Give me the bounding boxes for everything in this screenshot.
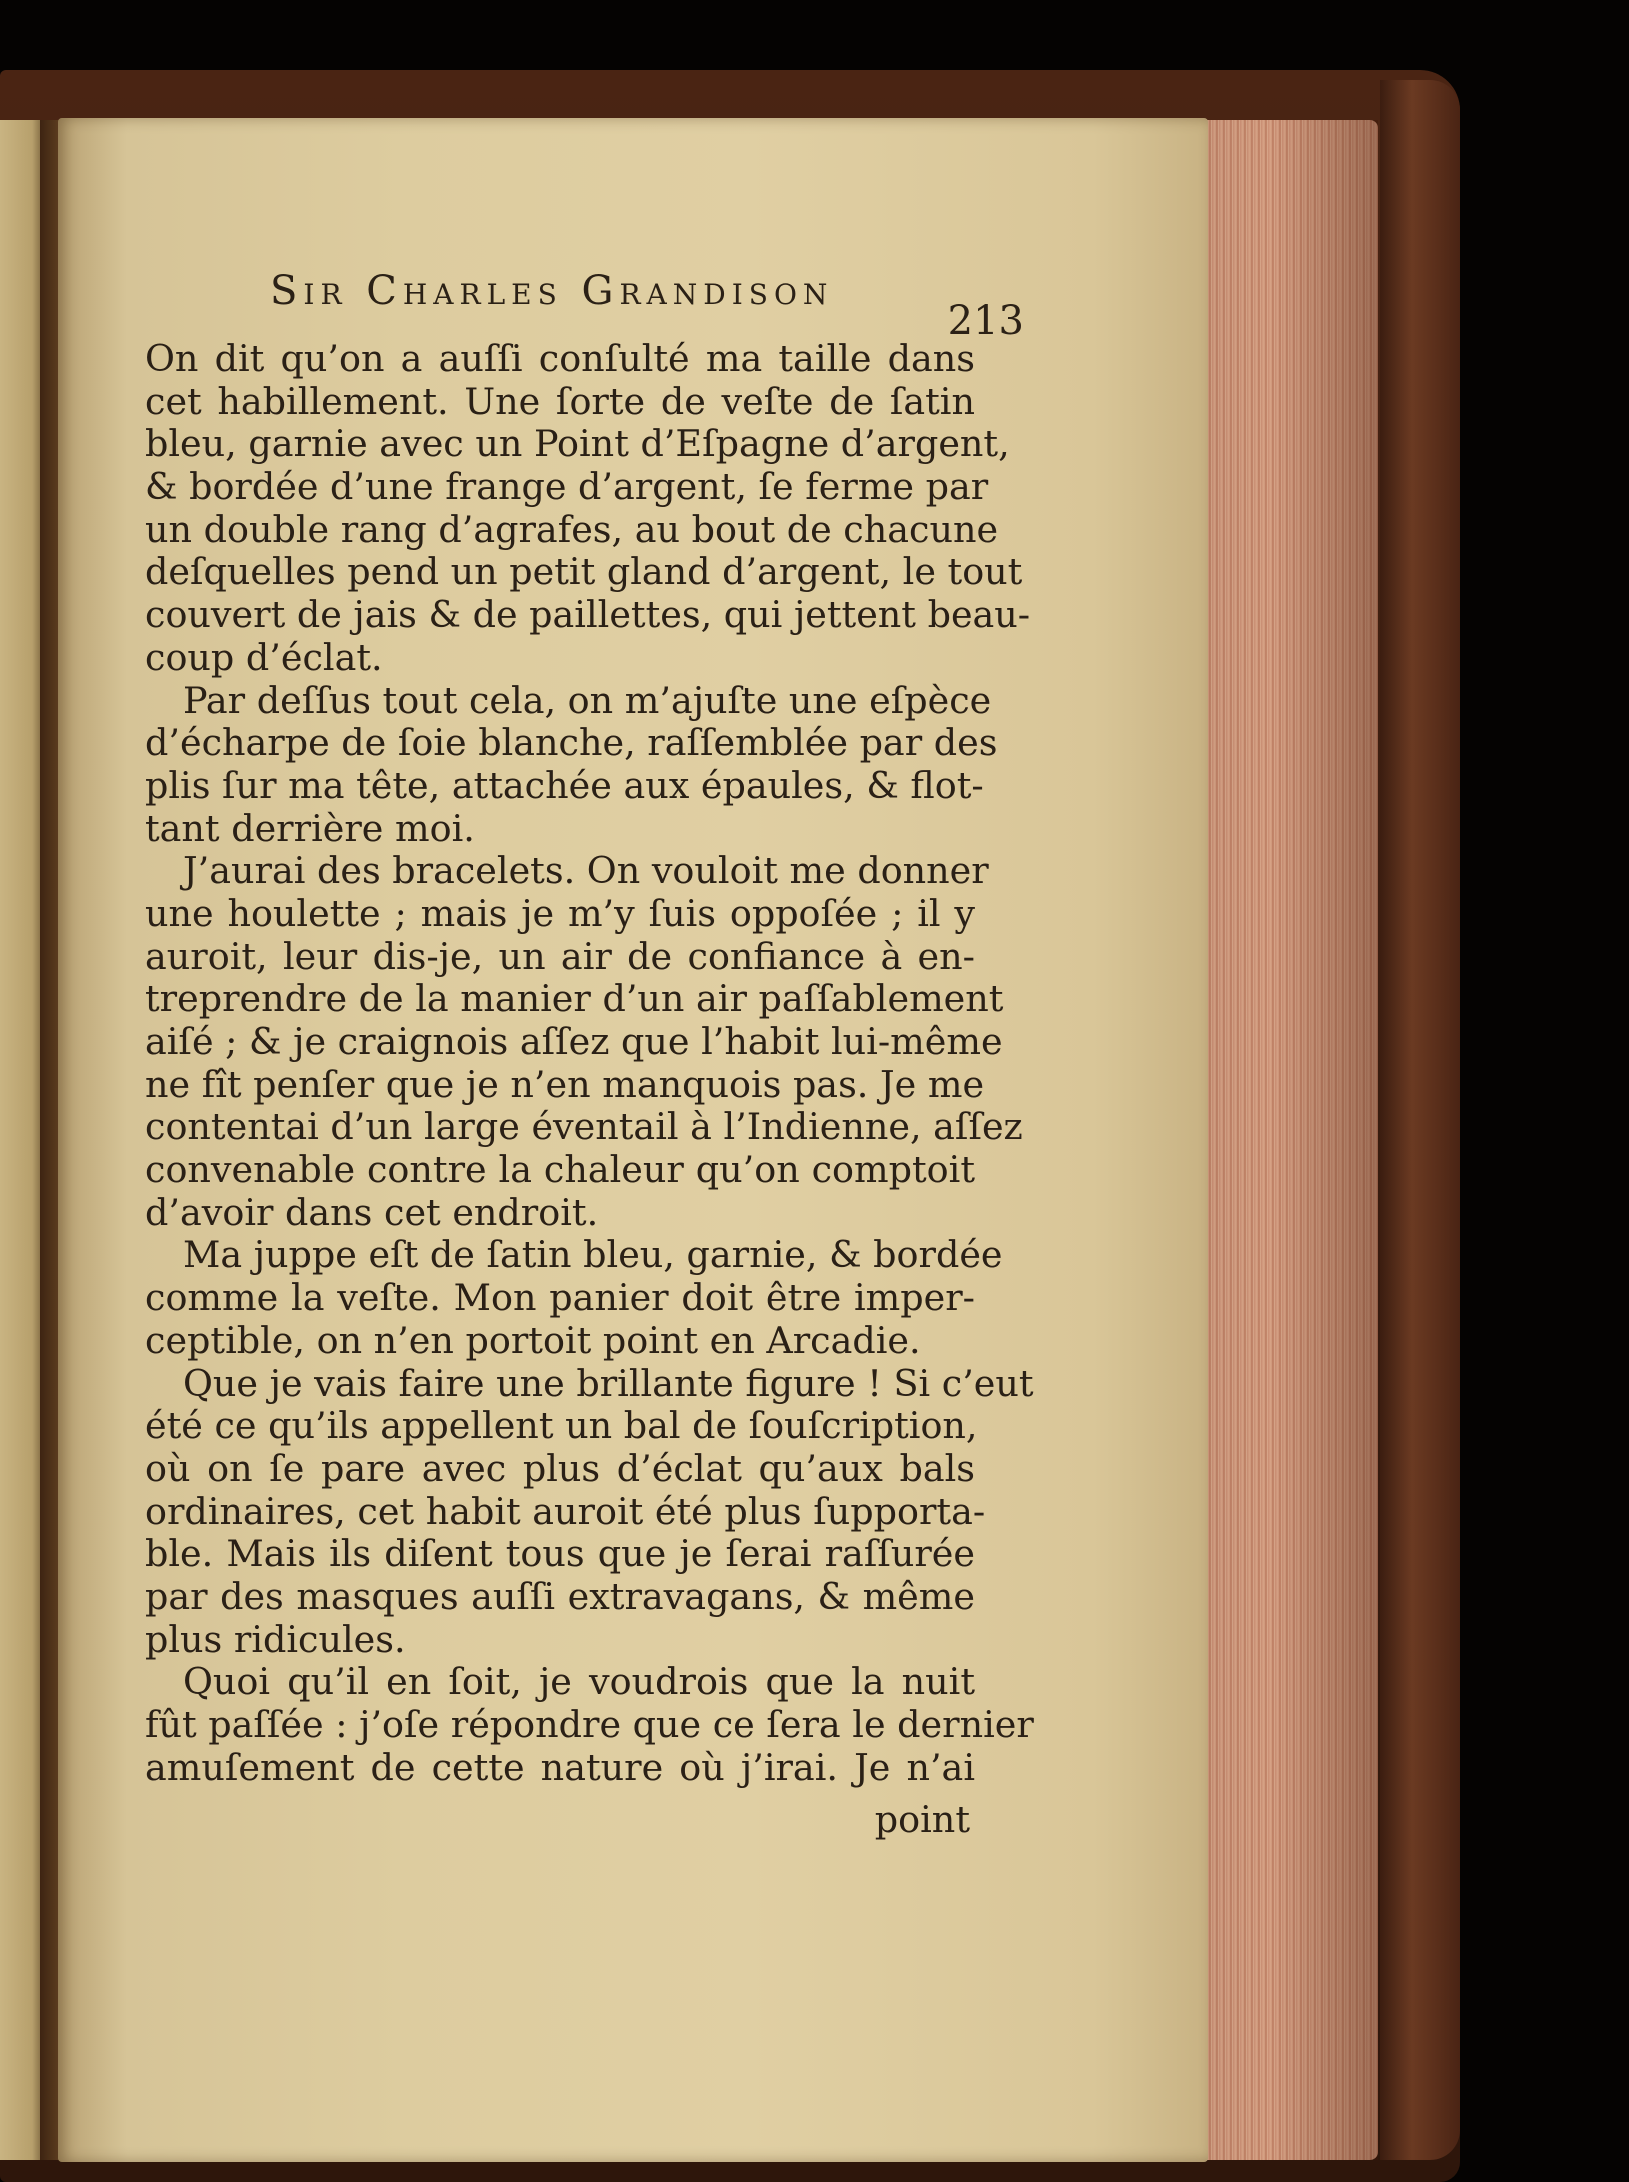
text-line: ordinaires, cet habit auroit été plus ſupporta- bbox=[145, 1489, 986, 1533]
text-line: Ma juppe eſt de ſatin bleu, garnie, & bordée bbox=[183, 1233, 1003, 1277]
text-line: tant derrière moi. bbox=[145, 806, 475, 850]
text-line: aiſé ; & je craignois aſſez que l’habit lui-même bbox=[145, 1020, 1003, 1063]
text-line: amuſement de cette nature où j’irai. Je n’ai bbox=[145, 1745, 975, 1789]
text-line: coup d’éclat. bbox=[145, 635, 383, 679]
text-line: ble. Mais ils diſent tous que je ſerai raſſurée bbox=[145, 1532, 975, 1576]
text-line: J’aurai des bracelets. On vouloit me donner bbox=[183, 849, 989, 893]
text-line: comme la veſte. Mon panier doit être imper- bbox=[145, 1276, 975, 1320]
text-line: deſquelles pend un petit gland d’argent, le tout bbox=[145, 550, 1023, 594]
cover-edge bbox=[1380, 80, 1460, 2160]
page-number: 213 bbox=[947, 298, 1024, 344]
text-line: où on ſe pare avec plus d’éclat qu’aux bals bbox=[145, 1446, 975, 1490]
text-line: plus ridicules. bbox=[145, 1617, 406, 1661]
text-line: été ce qu’ils appellent un bal de ſouſcription, bbox=[145, 1404, 978, 1448]
text-line: par des masques auſſi extravagans, & même bbox=[145, 1574, 975, 1618]
text-line: Quoi qu’il en ſoit, je voudrois que la nuit bbox=[183, 1660, 975, 1704]
text-line: Que je vais faire une brillante figure ! Si c’eut bbox=[183, 1361, 1034, 1405]
text-line: un double rang d’agrafes, au bout de chacune bbox=[145, 507, 999, 551]
text-line: d’écharpe de ſoie blanche, raſſemblée par des bbox=[145, 721, 998, 765]
text-line: bleu, garnie avec un Point d’Eſpagne d’argent, bbox=[145, 422, 1010, 466]
text-line: plis ſur ma tête, attachée aux épaules, & flot- bbox=[145, 763, 984, 807]
text-line: treprendre de la manier d’un air paſſablement bbox=[145, 977, 1004, 1021]
text-line: Par deſſus tout cela, on m’ajuſte une eſpèce bbox=[183, 678, 992, 722]
text-line: ne fît penſer que je n’en manquois pas. Je me bbox=[145, 1062, 985, 1106]
text-line: contentai d’un large éventail à l’Indienne, aſſez bbox=[145, 1105, 1023, 1149]
catchword: point bbox=[874, 1798, 970, 1841]
text-line: & bordée d’une frange d’argent, ſe ferme par bbox=[145, 465, 989, 509]
text-line: auroit, leur dis-je, un air de confiance à en- bbox=[145, 934, 975, 978]
running-head: Sir Charles Grandison bbox=[270, 268, 834, 314]
text-line: convenable contre la chaleur qu’on comptoit bbox=[145, 1148, 975, 1192]
body-text bbox=[145, 337, 1034, 1898]
fore-edge-shadow bbox=[1198, 120, 1378, 2160]
text-line: ceptible, on n’en portoit point en Arcadie. bbox=[145, 1318, 921, 1362]
text-line: On dit qu’on a auſſi conſulté ma taille dans bbox=[145, 337, 975, 380]
text-line: cet habillement. Une ſorte de veſte de ſatin bbox=[145, 379, 975, 423]
text-line: fût paſſée : j’oſe répondre que ce ſera le dernier bbox=[145, 1703, 1034, 1746]
text-line: couvert de jais & de paillettes, qui jettent beau- bbox=[145, 593, 1031, 637]
text-line: d’avoir dans cet endroit. bbox=[145, 1190, 599, 1234]
text-line: une houlette ; mais je m’y ſuis oppoſée ; il y bbox=[145, 891, 975, 935]
